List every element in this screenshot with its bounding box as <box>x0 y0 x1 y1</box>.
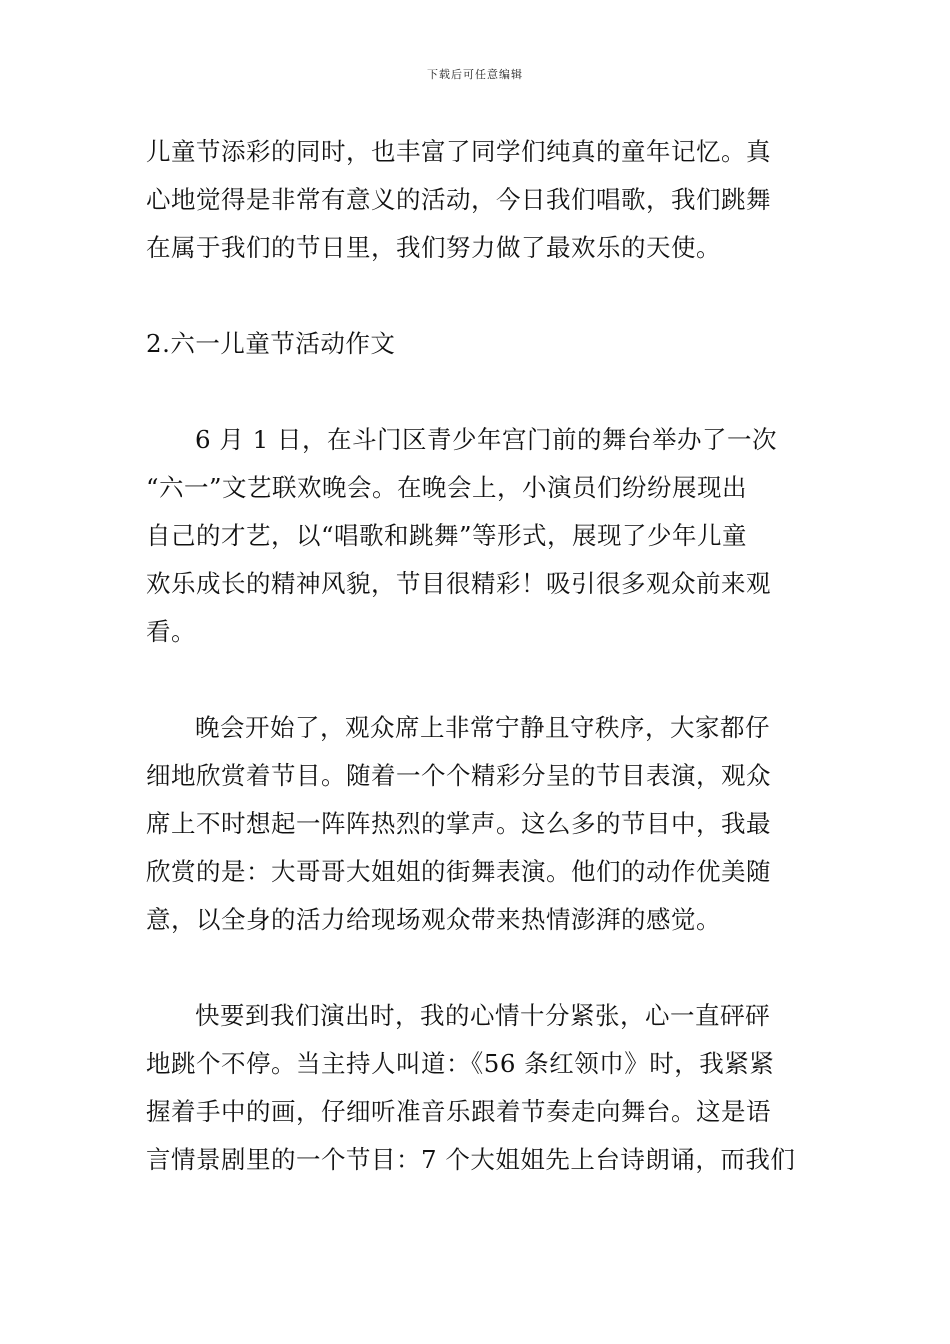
paragraph-line: 地跳个不停。当主持人叫道：《56 条红领巾》时，我紧紧 <box>146 1049 775 1078</box>
paragraph <box>146 128 810 272</box>
paragraph-line: 在属于我们的节日里，我们努力做了最欢乐的天使。 <box>146 233 721 262</box>
paragraph-line: 欣赏的是：大哥哥大姐姐的街舞表演。他们的动作优美随 <box>146 857 771 886</box>
paragraph-line: 晚会开始了，观众席上非常宁静且守秩序，大家都仔 <box>195 713 770 742</box>
paragraph-line: 欢乐成长的精神风貌，节目很精彩！吸引很多观众前来观 <box>146 569 771 598</box>
paragraph <box>146 704 810 944</box>
heading-line: 2.六一儿童节活动作文 <box>146 329 396 358</box>
paragraph-line: 言情景剧里的一个节目：7 个大姐姐先上台诗朗诵，而我们 <box>146 1145 796 1174</box>
paragraph-line: 席上不时想起一阵阵热烈的掌声。这么多的节目中，我最 <box>146 809 771 838</box>
paragraph-line: 心地觉得是非常有意义的活动，今日我们唱歌，我们跳舞 <box>146 185 771 214</box>
paragraph-line: 意，以全身的活力给现场观众带来热情澎湃的感觉。 <box>146 905 721 934</box>
document-body <box>146 128 810 1184</box>
paragraph-line: 6 月 1 日，在斗门区青少年宫门前的舞台举办了一次 <box>195 425 778 454</box>
paragraph-line: 握着手中的画，仔细听准音乐跟着节奏走向舞台。这是语 <box>146 1097 771 1126</box>
paragraph-line: 细地欣赏着节目。随着一个个精彩分呈的节目表演，观众 <box>146 761 771 790</box>
paragraph-line: 自己的才艺，以“唱歌和跳舞”等形式，展现了少年儿童 <box>146 521 748 550</box>
paragraph-line: 快要到我们演出时，我的心情十分紧张，心一直砰砰 <box>195 1001 770 1030</box>
page-header: 下载后可任意编辑 <box>427 68 523 81</box>
section-heading <box>146 320 810 368</box>
paragraph <box>146 992 810 1184</box>
paragraph-line: 儿童节添彩的同时，也丰富了同学们纯真的童年记忆。真 <box>146 137 771 166</box>
paragraph-line: 看。 <box>146 617 196 646</box>
paragraph-line: “六一”文艺联欢晚会。在晚会上，小演员们纷纷展现出 <box>146 473 748 502</box>
paragraph <box>146 416 810 656</box>
